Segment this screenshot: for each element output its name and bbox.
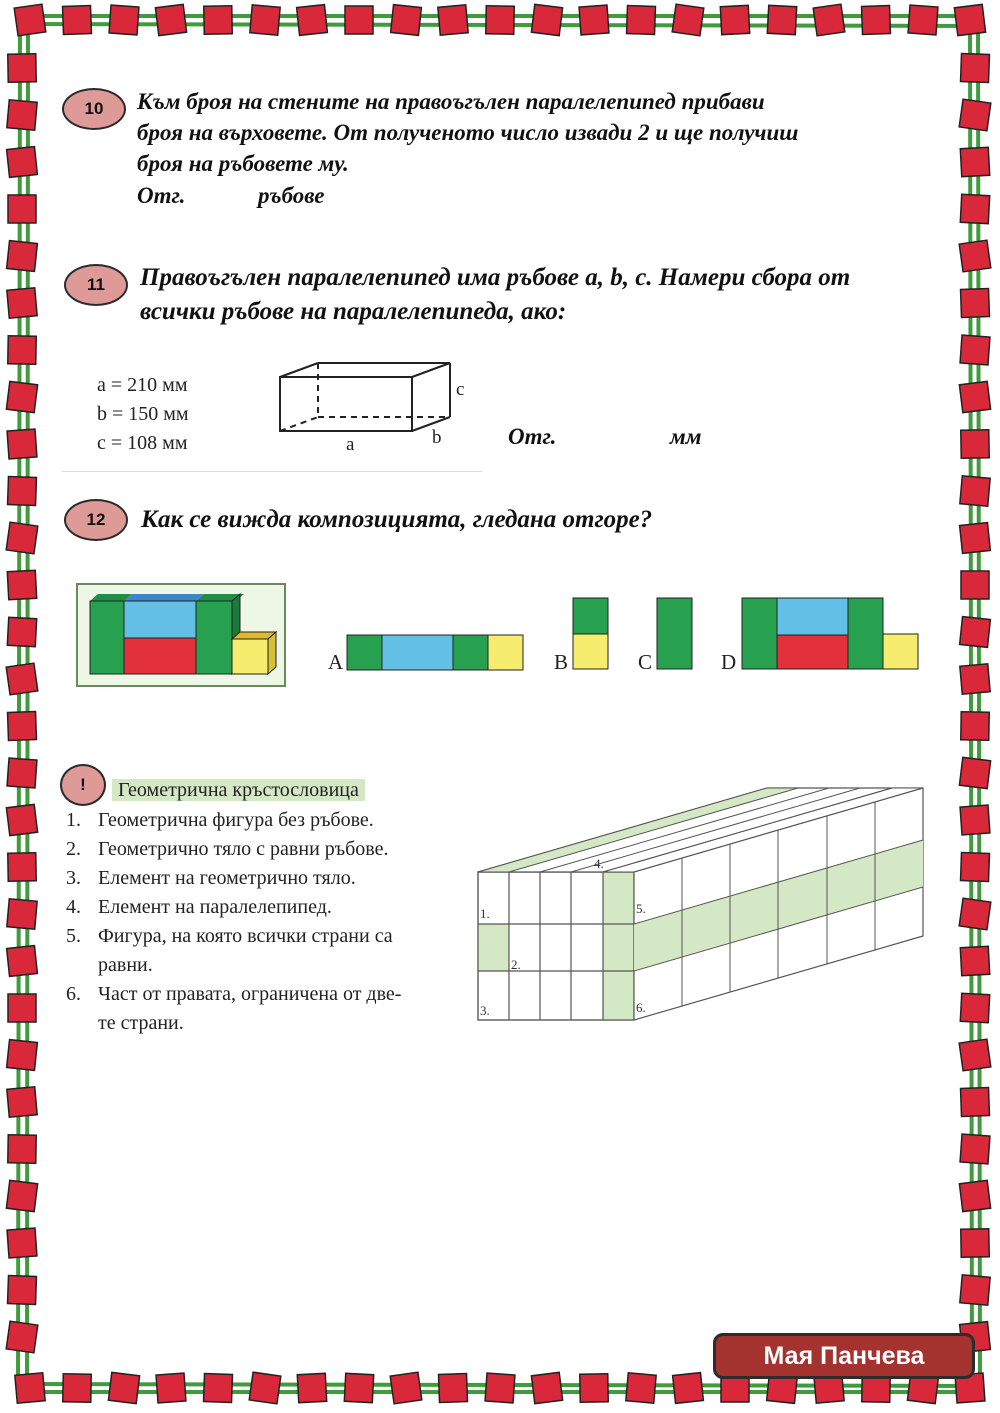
frame-square: [961, 712, 989, 740]
frame-square: [960, 147, 989, 176]
given-c: c = 108 мм: [97, 432, 188, 454]
frame-square: [862, 6, 891, 35]
parallelepiped-figure: [270, 355, 480, 460]
crossword-title-text: Геометрична кръстословица: [112, 779, 365, 801]
clue-item-5: [66, 922, 446, 980]
frame-square: [6, 1321, 38, 1353]
frame-square: [960, 946, 989, 975]
frame-square: [961, 853, 990, 882]
frame-square: [8, 54, 36, 82]
frame-square: [7, 1228, 37, 1258]
frame-square: [961, 571, 989, 599]
frame-square: [8, 712, 37, 741]
frame-square: [8, 994, 36, 1022]
frame-square: [63, 6, 92, 35]
frame-square: [297, 5, 328, 36]
question-12-text: Как се вижда композицията, гледана отгоре?: [141, 506, 653, 533]
frame-square: [15, 1373, 45, 1403]
frame-square: [486, 6, 514, 34]
grid-label-4: 4.: [594, 856, 604, 871]
clue-item-6: [66, 980, 446, 1038]
block-composition: [76, 583, 286, 687]
question-10-answer-unit: ръбове: [258, 183, 325, 208]
grid-label-5: 5.: [636, 901, 646, 916]
clue-text: Част от правата, ограничена от две- те страни.: [98, 983, 402, 1034]
frame-square: [8, 477, 37, 506]
frame-square: [961, 430, 989, 458]
frame-square: [579, 5, 609, 35]
frame-square: [7, 241, 38, 272]
given-b: b = 150 мм: [97, 403, 189, 425]
frame-square: [439, 1374, 468, 1403]
frame-square: [954, 4, 985, 35]
frame-square: [959, 898, 991, 930]
frame-square: [959, 99, 991, 131]
option-c-view[interactable]: [656, 597, 694, 672]
frame-square: [297, 1373, 326, 1402]
crossword-badge: [60, 764, 106, 806]
frame-square: [7, 1087, 37, 1117]
frame-square: [959, 240, 991, 272]
frame-square: [960, 194, 989, 223]
frame-square: [959, 1039, 991, 1071]
frame-square: [672, 4, 704, 36]
frame-square: [961, 1088, 990, 1117]
question-10-line-3: броя на ръбовете му.: [137, 151, 349, 176]
frame-square: [627, 6, 656, 35]
grid-label-1: 1.: [480, 906, 490, 921]
clue-text: Елемент на паралелепипед.: [98, 896, 332, 918]
frame-square: [14, 4, 46, 36]
frame-square: [959, 1180, 990, 1211]
question-11-number: 11: [87, 275, 105, 294]
crossword-badge-mark: !: [80, 775, 86, 794]
frame-square: [391, 5, 422, 36]
frame-square: [531, 4, 562, 35]
given-a: a = 210 мм: [97, 374, 188, 396]
author-name: Мая Панчева: [763, 1341, 925, 1370]
frame-square: [960, 617, 991, 648]
question-11-line-2: всички ръбове на паралелепипеда, ако:: [140, 298, 567, 325]
grid-label-6: 6.: [636, 1000, 646, 1015]
frame-square: [7, 899, 37, 929]
question-11-badge: [64, 264, 128, 306]
frame-square: [390, 1372, 422, 1404]
frame-square: [108, 1372, 139, 1403]
figure-divider: [62, 471, 482, 472]
option-a-label[interactable]: A: [328, 650, 344, 674]
frame-square: [7, 617, 36, 646]
option-d-label[interactable]: D: [721, 650, 737, 674]
option-a-view[interactable]: [346, 634, 526, 672]
crossword-title: [112, 776, 365, 805]
clue-number: 6.: [66, 983, 81, 1005]
frame-square: [7, 1040, 38, 1071]
clue-item-3: [66, 864, 446, 893]
question-11-answer-prefix: Отг.: [508, 424, 557, 449]
option-b-view[interactable]: [572, 597, 610, 672]
question-10-badge: [62, 88, 126, 130]
frame-square: [580, 1374, 608, 1402]
question-12-number: 12: [86, 510, 106, 529]
frame-square: [249, 1372, 281, 1404]
question-10-line-1: Към броя на стените на правоъгълен паралелепипед прибави: [137, 89, 765, 114]
option-b-label[interactable]: B: [554, 650, 569, 674]
frame-square: [960, 805, 990, 835]
clue-text: Геометрична фигура без ръбове.: [98, 809, 374, 831]
frame-square: [250, 5, 280, 35]
frame-square: [531, 1372, 562, 1403]
frame-square: [8, 336, 36, 364]
frame-square: [8, 853, 36, 881]
author-badge: [713, 1333, 975, 1379]
clue-text: Фигура, на която всички страни са равни.: [98, 925, 393, 976]
frame-square: [438, 5, 468, 35]
clue-number: 4.: [66, 896, 81, 918]
frame-square: [626, 1373, 656, 1403]
frame-square: [6, 663, 38, 695]
question-11-line-1: Правоъгълен паралелепипед има ръбове a, b, c. Намери сбора от: [140, 264, 851, 291]
frame-square: [204, 6, 232, 34]
frame-square: [7, 288, 37, 318]
frame-square: [8, 1276, 37, 1305]
frame-square: [960, 993, 989, 1022]
frame-square: [960, 1134, 990, 1164]
question-10-number: 10: [84, 99, 104, 118]
frame-square: [959, 757, 990, 788]
frame-square: [156, 1373, 186, 1403]
frame-square: [7, 570, 36, 599]
frame-square: [720, 5, 749, 34]
frame-square: [7, 946, 38, 977]
question-11-answer-unit: мм: [670, 424, 702, 449]
frame-square: [8, 195, 36, 223]
frame-square: [959, 381, 990, 412]
edge-label-c: c: [456, 379, 465, 400]
edge-label-a: a: [346, 434, 355, 455]
grid-label-2: 2.: [511, 957, 521, 972]
option-d-view[interactable]: [741, 597, 921, 672]
clue-item-4: [66, 893, 446, 922]
option-c-label[interactable]: C: [638, 650, 653, 674]
frame-square: [109, 5, 139, 35]
frame-square: [961, 1229, 989, 1257]
frame-square: [6, 804, 37, 835]
frame-square: [6, 1180, 37, 1211]
frame-square: [960, 476, 990, 506]
frame-square: [344, 1373, 373, 1402]
frame-square: [155, 4, 186, 35]
frame-square: [960, 664, 990, 694]
frame-square: [673, 1373, 704, 1404]
crossword-clues: [66, 806, 446, 1038]
clue-number: 1.: [66, 809, 81, 831]
frame-square: [6, 381, 37, 412]
frame-square: [960, 335, 990, 365]
frame-square: [908, 5, 938, 35]
grid-label-3: 3.: [480, 1003, 490, 1018]
frame-square: [6, 522, 38, 554]
frame-square: [345, 6, 373, 34]
frame-square: [961, 54, 990, 83]
frame-square: [7, 758, 37, 788]
clue-item-1: [66, 806, 446, 835]
frame-square: [7, 429, 37, 459]
frame-square: [7, 100, 37, 130]
frame-square: [7, 147, 38, 178]
frame-square: [63, 1374, 91, 1402]
question-10-line-2: броя на върховете. От полученото число извади 2 и ще получиш: [137, 120, 799, 145]
clue-item-2: [66, 835, 446, 864]
question-12-badge: [64, 499, 128, 541]
clue-number: 5.: [66, 925, 81, 947]
frame-square: [204, 1374, 233, 1403]
frame-square: [813, 4, 845, 36]
clue-text: Елемент на геометрично тяло.: [98, 867, 356, 889]
question-10-answer-prefix: Отг.: [137, 183, 186, 208]
frame-square: [8, 1135, 36, 1163]
edge-label-b: b: [432, 427, 442, 448]
frame-square: [960, 1275, 990, 1305]
frame-square: [485, 1373, 515, 1403]
clue-number: 3.: [66, 867, 81, 889]
clue-text: Геометрично тяло с равни ръбове.: [98, 838, 389, 860]
frame-square: [767, 5, 796, 34]
crossword-grid[interactable]: [470, 783, 930, 1028]
frame-square: [960, 523, 991, 554]
frame-square: [961, 289, 990, 318]
clue-number: 2.: [66, 838, 81, 860]
